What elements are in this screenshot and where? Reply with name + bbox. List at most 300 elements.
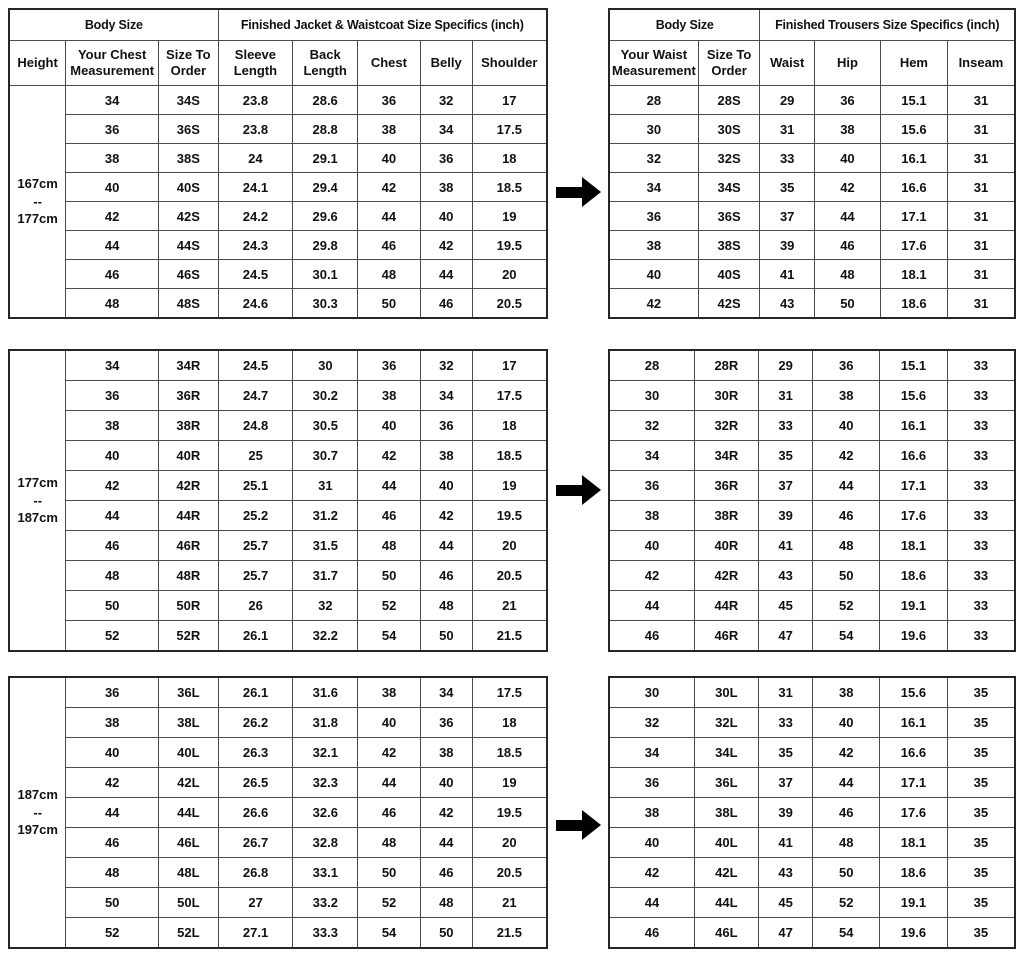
cell-hem: 18.1 (880, 828, 948, 858)
cell-hip: 50 (813, 561, 880, 591)
cell-hem: 18.6 (880, 289, 947, 319)
cell-size-to-order: 46L (158, 828, 218, 858)
cell-size-to-order: 40L (158, 738, 218, 768)
cell-hip: 38 (813, 677, 880, 708)
cell-size-to-order: 46R (158, 531, 218, 561)
table-row (609, 708, 1015, 738)
jacket-group-header-specifics: Finished Jacket & Waistcoat Size Specifics (inch) (218, 9, 547, 41)
cell-size-to-order: 52R (158, 621, 218, 652)
cell-size-to-order: 44L (158, 798, 218, 828)
cell-hem: 15.1 (880, 86, 947, 115)
cell-hem: 17.1 (880, 471, 948, 501)
cell-back-length: 32.2 (293, 621, 358, 652)
table-row (9, 471, 547, 501)
cell-size-to-order: 30L (695, 677, 759, 708)
trousers-table-block-3 (608, 676, 1016, 949)
cell-sleeve-length: 24.7 (218, 381, 293, 411)
cell-hip: 42 (813, 738, 880, 768)
cell-hem: 18.1 (880, 260, 947, 289)
cell-shoulder: 18.5 (472, 738, 547, 768)
cell-size-to-order: 34S (159, 86, 218, 115)
table-row (9, 561, 547, 591)
cell-inseam: 35 (947, 738, 1015, 768)
cell-chest-measurement: 44 (66, 798, 159, 828)
cell-size-to-order: 42L (158, 768, 218, 798)
table-row (609, 202, 1015, 231)
cell-shoulder: 20.5 (472, 289, 547, 319)
table-row (9, 677, 547, 708)
cell-belly: 32 (420, 350, 472, 381)
table-row (9, 738, 547, 768)
table-row (609, 918, 1015, 949)
table-row (609, 768, 1015, 798)
table-row (609, 501, 1015, 531)
cell-waist: 41 (758, 531, 813, 561)
jacket-col-header-belly: Belly (420, 41, 472, 86)
jacket-waistcoat-size-tables (8, 8, 548, 949)
cell-chest: 38 (358, 677, 421, 708)
cell-chest-measurement: 44 (66, 501, 159, 531)
height-range-line: 167cm (17, 176, 58, 192)
cell-hip: 44 (813, 471, 880, 501)
cell-hip: 48 (814, 260, 880, 289)
cell-belly: 44 (420, 260, 472, 289)
cell-size-to-order: 42S (698, 289, 760, 319)
table-row (9, 888, 547, 918)
cell-belly: 36 (420, 144, 472, 173)
cell-size-to-order: 34R (158, 350, 218, 381)
cell-waist: 31 (758, 381, 813, 411)
cell-belly: 40 (420, 768, 472, 798)
cell-inseam: 35 (947, 708, 1015, 738)
cell-hip: 42 (813, 441, 880, 471)
cell-inseam: 33 (947, 381, 1015, 411)
cell-chest-measurement: 50 (66, 888, 159, 918)
cell-waist-measurement: 34 (609, 441, 695, 471)
cell-waist-measurement: 40 (609, 828, 695, 858)
cell-shoulder: 17 (472, 350, 547, 381)
jacket-col-header-back-length: Back Length (293, 41, 358, 86)
cell-hip: 44 (814, 202, 880, 231)
cell-chest-measurement: 44 (66, 231, 159, 260)
cell-chest: 50 (358, 858, 421, 888)
table-row (609, 381, 1015, 411)
table-row (9, 918, 547, 949)
cell-waist-measurement: 30 (609, 381, 695, 411)
cell-waist-measurement: 46 (609, 918, 695, 949)
cell-size-to-order: 38L (158, 708, 218, 738)
cell-size-to-order: 46R (695, 621, 759, 652)
cell-hem: 15.6 (880, 677, 948, 708)
cell-hem: 18.1 (880, 531, 948, 561)
cell-sleeve-length: 26.1 (218, 677, 293, 708)
cell-chest-measurement: 34 (66, 350, 159, 381)
cell-sleeve-length: 26.8 (218, 858, 293, 888)
cell-chest: 52 (358, 591, 421, 621)
cell-sleeve-length: 27 (218, 888, 293, 918)
cell-belly: 34 (420, 115, 472, 144)
cell-inseam: 33 (947, 441, 1015, 471)
cell-size-to-order: 30S (698, 115, 760, 144)
cell-belly: 40 (420, 471, 472, 501)
cell-chest: 46 (358, 231, 421, 260)
jacket-col-header-size-to-order: Size To Order (159, 41, 218, 86)
cell-shoulder: 18.5 (472, 173, 547, 202)
cell-inseam: 35 (947, 828, 1015, 858)
table-row (9, 231, 547, 260)
cell-shoulder: 20 (472, 531, 547, 561)
cell-size-to-order: 36R (158, 381, 218, 411)
cell-back-length: 32.8 (293, 828, 358, 858)
cell-chest-measurement: 42 (66, 768, 159, 798)
cell-waist: 43 (760, 289, 815, 319)
cell-waist: 35 (760, 173, 815, 202)
cell-inseam: 35 (947, 768, 1015, 798)
jacket-height-range-cell (9, 86, 66, 319)
cell-chest: 46 (358, 501, 421, 531)
cell-hem: 17.6 (880, 501, 948, 531)
cell-chest-measurement: 42 (66, 471, 159, 501)
cell-waist: 35 (758, 738, 813, 768)
cell-hip: 48 (813, 531, 880, 561)
cell-inseam: 31 (947, 289, 1015, 319)
cell-shoulder: 18 (472, 411, 547, 441)
table-row (9, 411, 547, 441)
cell-sleeve-length: 24.8 (218, 411, 293, 441)
cell-belly: 32 (420, 86, 472, 115)
cell-sleeve-length: 26 (218, 591, 293, 621)
cell-size-to-order: 44R (695, 591, 759, 621)
cell-sleeve-length: 27.1 (218, 918, 293, 949)
cell-shoulder: 21 (472, 591, 547, 621)
cell-waist-measurement: 32 (609, 708, 695, 738)
cell-waist: 39 (758, 501, 813, 531)
cell-size-to-order: 52L (158, 918, 218, 949)
cell-hip: 48 (813, 828, 880, 858)
cell-sleeve-length: 25.2 (218, 501, 293, 531)
cell-back-length: 30.5 (293, 411, 358, 441)
cell-waist: 47 (758, 621, 813, 652)
cell-shoulder: 18 (472, 708, 547, 738)
cell-chest: 48 (358, 260, 421, 289)
cell-hip: 50 (814, 289, 880, 319)
table-row (9, 768, 547, 798)
cell-shoulder: 21.5 (472, 918, 547, 949)
cell-belly: 42 (420, 231, 472, 260)
jacket-col-header-sleeve-length: Sleeve Length (218, 41, 293, 86)
jacket-table-block-1 (8, 8, 548, 319)
cell-waist: 29 (758, 350, 813, 381)
cell-waist: 33 (760, 144, 815, 173)
height-range-line: 177cm (17, 211, 58, 227)
cell-inseam: 33 (947, 561, 1015, 591)
cell-inseam: 35 (947, 858, 1015, 888)
cell-sleeve-length: 24.5 (218, 350, 293, 381)
cell-size-to-order: 42R (158, 471, 218, 501)
cell-chest-measurement: 48 (66, 561, 159, 591)
cell-back-length: 31.6 (293, 677, 358, 708)
cell-size-to-order: 50L (158, 888, 218, 918)
cell-chest-measurement: 38 (66, 144, 159, 173)
cell-hip: 38 (813, 381, 880, 411)
group-header-row (609, 9, 1015, 41)
cell-sleeve-length: 25 (218, 441, 293, 471)
cell-hem: 15.1 (880, 350, 948, 381)
cell-chest: 40 (358, 708, 421, 738)
trousers-group-header-body-size: Body Size (609, 9, 760, 41)
cell-hem: 15.6 (880, 381, 948, 411)
table-row (9, 350, 547, 381)
cell-size-to-order: 28R (695, 350, 759, 381)
cell-shoulder: 18 (472, 144, 547, 173)
cell-chest-measurement: 36 (66, 381, 159, 411)
cell-waist-measurement: 36 (609, 471, 695, 501)
cell-chest-measurement: 48 (66, 858, 159, 888)
cell-back-length: 33.3 (293, 918, 358, 949)
jacket-col-header-chest-measurement: Your Chest Measurement (66, 41, 159, 86)
table-row (9, 798, 547, 828)
table-row (9, 708, 547, 738)
cell-chest: 36 (358, 86, 421, 115)
cell-size-to-order: 36L (158, 677, 218, 708)
cell-chest: 38 (358, 115, 421, 144)
cell-chest: 40 (358, 411, 421, 441)
cell-chest: 44 (358, 202, 421, 231)
arrow-head (582, 475, 601, 505)
cell-shoulder: 20.5 (472, 858, 547, 888)
table-row (609, 591, 1015, 621)
cell-size-to-order: 32L (695, 708, 759, 738)
cell-waist-measurement: 42 (609, 561, 695, 591)
cell-hip: 42 (814, 173, 880, 202)
trousers-col-header-hip: Hip (814, 41, 880, 86)
cell-chest: 52 (358, 888, 421, 918)
cell-hem: 18.6 (880, 858, 948, 888)
arrow-shaft (556, 187, 583, 198)
arrow-head (582, 177, 601, 207)
cell-shoulder: 19 (472, 202, 547, 231)
table-row (9, 202, 547, 231)
cell-sleeve-length: 25.1 (218, 471, 293, 501)
table-row (609, 798, 1015, 828)
trousers-col-header-inseam: Inseam (947, 41, 1015, 86)
cell-back-length: 32.1 (293, 738, 358, 768)
cell-waist-measurement: 44 (609, 591, 695, 621)
cell-size-to-order: 40S (159, 173, 218, 202)
cell-waist: 39 (760, 231, 815, 260)
trousers-col-header-waist: Waist (760, 41, 815, 86)
cell-belly: 36 (420, 708, 472, 738)
cell-size-to-order: 38R (695, 501, 759, 531)
cell-sleeve-length: 26.3 (218, 738, 293, 768)
cell-back-length: 29.8 (293, 231, 358, 260)
cell-belly: 42 (420, 798, 472, 828)
cell-waist-measurement: 30 (609, 677, 695, 708)
table-row (9, 381, 547, 411)
cell-hip: 46 (814, 231, 880, 260)
table-row (9, 858, 547, 888)
table-row (9, 289, 547, 319)
cell-shoulder: 20 (472, 828, 547, 858)
cell-sleeve-length: 24.6 (218, 289, 293, 319)
cell-hip: 44 (813, 768, 880, 798)
cell-hip: 38 (814, 115, 880, 144)
cell-back-length: 30.1 (293, 260, 358, 289)
cell-inseam: 33 (947, 591, 1015, 621)
cell-chest: 48 (358, 828, 421, 858)
cell-inseam: 31 (947, 202, 1015, 231)
cell-waist-measurement: 36 (609, 202, 698, 231)
cell-waist: 35 (758, 441, 813, 471)
cell-back-length: 28.8 (293, 115, 358, 144)
table-row (9, 441, 547, 471)
cell-back-length: 30.7 (293, 441, 358, 471)
cell-size-to-order: 34R (695, 441, 759, 471)
cell-size-to-order: 34S (698, 173, 760, 202)
cell-belly: 38 (420, 738, 472, 768)
cell-hip: 40 (813, 411, 880, 441)
cell-chest-measurement: 40 (66, 173, 159, 202)
height-range-line: 197cm (17, 822, 58, 838)
trousers-table-block-2 (608, 349, 1016, 652)
cell-size-to-order: 40L (695, 828, 759, 858)
cell-belly: 38 (420, 173, 472, 202)
table-row (609, 828, 1015, 858)
table-row (609, 621, 1015, 652)
cell-sleeve-length: 26.2 (218, 708, 293, 738)
trousers-col-header-size-to-order: Size To Order (698, 41, 760, 86)
table-row (9, 501, 547, 531)
cell-back-length: 31.5 (293, 531, 358, 561)
cell-chest: 46 (358, 798, 421, 828)
table-row (9, 115, 547, 144)
cell-shoulder: 21.5 (472, 621, 547, 652)
cell-waist: 37 (758, 768, 813, 798)
cell-shoulder: 19 (472, 768, 547, 798)
cell-waist: 33 (758, 411, 813, 441)
cell-size-to-order: 36R (695, 471, 759, 501)
arrow-shaft (556, 485, 583, 496)
table-row (9, 86, 547, 115)
cell-hem: 15.6 (880, 115, 947, 144)
cell-size-to-order: 40S (698, 260, 760, 289)
cell-waist: 31 (758, 677, 813, 708)
cell-shoulder: 19 (472, 471, 547, 501)
table-row (609, 260, 1015, 289)
arrow-shaft (556, 820, 583, 831)
height-range-line: 187cm (17, 510, 58, 526)
cell-shoulder: 17.5 (472, 115, 547, 144)
table-row (609, 144, 1015, 173)
table-row (609, 115, 1015, 144)
cell-belly: 44 (420, 828, 472, 858)
table-row (609, 561, 1015, 591)
cell-size-to-order: 46L (695, 918, 759, 949)
cell-size-to-order: 42L (695, 858, 759, 888)
table-row (609, 86, 1015, 115)
cell-back-length: 30.3 (293, 289, 358, 319)
cell-belly: 42 (420, 501, 472, 531)
cell-sleeve-length: 26.7 (218, 828, 293, 858)
cell-belly: 48 (420, 591, 472, 621)
cell-back-length: 32 (293, 591, 358, 621)
table-row (609, 738, 1015, 768)
cell-chest-measurement: 34 (66, 86, 159, 115)
cell-belly: 34 (420, 381, 472, 411)
cell-chest-measurement: 46 (66, 260, 159, 289)
cell-chest: 36 (358, 350, 421, 381)
cell-chest: 54 (358, 918, 421, 949)
arrow-head (582, 810, 601, 840)
cell-waist-measurement: 36 (609, 768, 695, 798)
cell-waist-measurement: 38 (609, 231, 698, 260)
cell-waist: 41 (760, 260, 815, 289)
height-range-line: 187cm (17, 787, 58, 803)
cell-size-to-order: 48S (159, 289, 218, 319)
table-row (609, 441, 1015, 471)
cell-back-length: 31.8 (293, 708, 358, 738)
cell-shoulder: 19.5 (472, 501, 547, 531)
cell-size-to-order: 30R (695, 381, 759, 411)
cell-chest-measurement: 50 (66, 591, 159, 621)
cell-chest: 42 (358, 441, 421, 471)
arrow-right-icon (556, 475, 601, 505)
cell-chest: 44 (358, 768, 421, 798)
cell-hip: 40 (814, 144, 880, 173)
cell-back-length: 29.6 (293, 202, 358, 231)
cell-chest: 54 (358, 621, 421, 652)
cell-waist: 43 (758, 858, 813, 888)
cell-inseam: 33 (947, 621, 1015, 652)
cell-size-to-order: 40R (695, 531, 759, 561)
table-row (609, 471, 1015, 501)
cell-shoulder: 20 (472, 260, 547, 289)
cell-hip: 52 (813, 591, 880, 621)
cell-sleeve-length: 26.5 (218, 768, 293, 798)
cell-back-length: 30 (293, 350, 358, 381)
cell-size-to-order: 40R (158, 441, 218, 471)
cell-waist: 37 (758, 471, 813, 501)
cell-back-length: 29.4 (293, 173, 358, 202)
cell-size-to-order: 38R (158, 411, 218, 441)
cell-sleeve-length: 23.8 (218, 86, 293, 115)
cell-inseam: 31 (947, 260, 1015, 289)
cell-sleeve-length: 24.1 (218, 173, 293, 202)
cell-waist-measurement: 42 (609, 858, 695, 888)
cell-chest: 48 (358, 531, 421, 561)
cell-back-length: 32.3 (293, 768, 358, 798)
cell-inseam: 31 (947, 231, 1015, 260)
cell-chest: 42 (358, 738, 421, 768)
cell-inseam: 31 (947, 144, 1015, 173)
cell-hem: 19.6 (880, 918, 948, 949)
cell-waist-measurement: 32 (609, 144, 698, 173)
cell-chest-measurement: 38 (66, 411, 159, 441)
cell-sleeve-length: 24.5 (218, 260, 293, 289)
cell-sleeve-length: 24 (218, 144, 293, 173)
cell-belly: 46 (420, 289, 472, 319)
cell-waist-measurement: 28 (609, 350, 695, 381)
table-row (609, 231, 1015, 260)
cell-inseam: 33 (947, 501, 1015, 531)
table-row (9, 621, 547, 652)
cell-size-to-order: 44L (695, 888, 759, 918)
arrow-right-icon (556, 177, 601, 207)
cell-shoulder: 21 (472, 888, 547, 918)
table-row (9, 591, 547, 621)
cell-hem: 16.6 (880, 441, 948, 471)
cell-hem: 16.1 (880, 144, 947, 173)
